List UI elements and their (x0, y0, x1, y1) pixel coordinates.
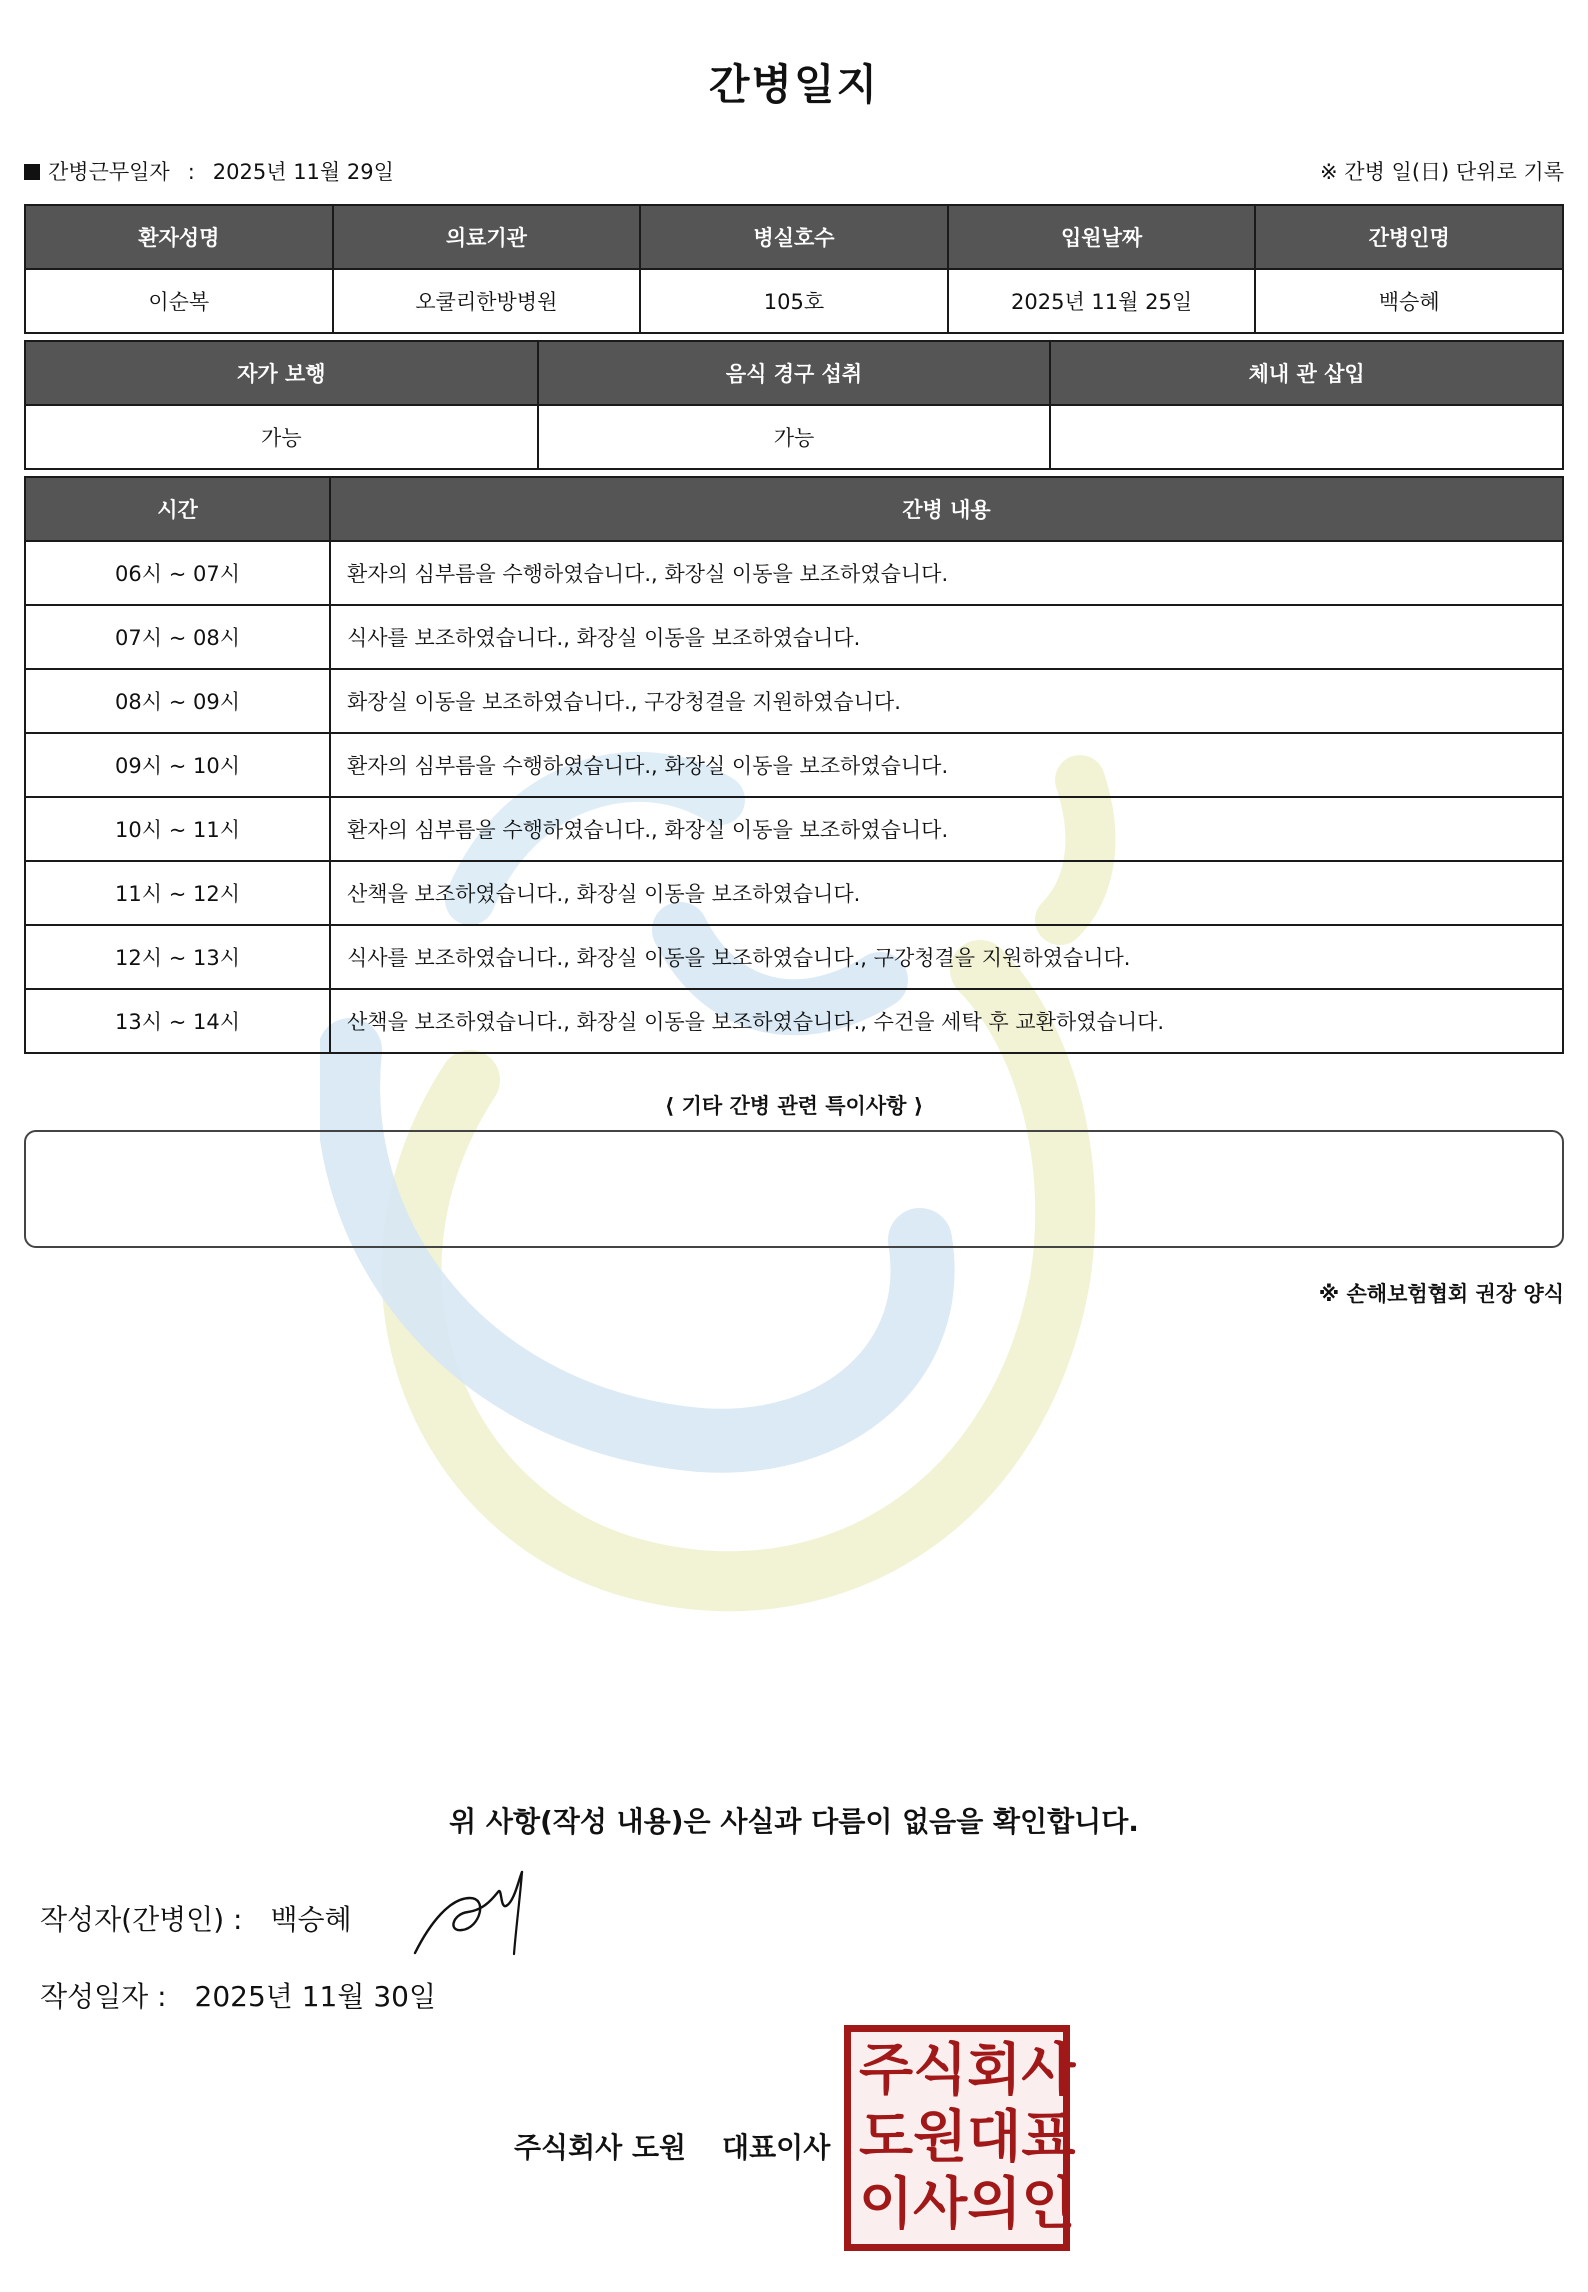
content-cell: 화장실 이동을 보조하였습니다., 구강청결을 지원하였습니다. (330, 669, 1563, 733)
content-cell: 식사를 보조하였습니다., 화장실 이동을 보조하였습니다., 구강청결을 지원하였습니다. (330, 925, 1563, 989)
status-table (24, 340, 1564, 470)
work-date-value: 2025년 11월 29일 (212, 160, 394, 184)
header-care-content: 간병 내용 (330, 477, 1563, 541)
company-line (514, 2126, 830, 2166)
confirmation-statement: 위 사항(작성 내용)은 사실과 다름이 없음을 확인합니다. (449, 1805, 1139, 1838)
seal-character: 주 (859, 2038, 914, 2104)
writer-label: 작성자(간병인) : (40, 1903, 243, 1936)
special-notes-box (24, 1130, 1564, 1248)
hospital-name: 오쿨리한방병원 (333, 269, 641, 333)
time-cell: 12시 ~ 13시 (25, 925, 330, 989)
writer-name: 백승혜 (270, 1903, 352, 1936)
writer-line (40, 1898, 352, 1938)
seal-character: 식 (913, 2038, 968, 2104)
write-date-label: 작성일자 : (40, 1980, 167, 2013)
special-notes-title: ⟨ 기타 간병 관련 특이사항 ⟩ (664, 1094, 924, 1118)
patient-name: 이순복 (25, 269, 333, 333)
header-tube-insertion: 체내 관 삽입 (1050, 341, 1563, 405)
square-bullet-icon (24, 164, 40, 180)
header-patient-name: 환자성명 (25, 205, 333, 269)
company-seal (844, 2025, 1076, 2251)
seal-character: 회 (967, 2038, 1022, 2104)
header-hospital: 의료기관 (333, 205, 641, 269)
seal-character: 도 (859, 2104, 914, 2170)
table-row (25, 733, 1563, 797)
admission-date: 2025년 11월 25일 (948, 269, 1256, 333)
seal-character: 이 (859, 2171, 914, 2237)
table-row (25, 669, 1563, 733)
time-cell: 13시 ~ 14시 (25, 989, 330, 1053)
table-row (25, 541, 1563, 605)
time-cell: 07시 ~ 08시 (25, 605, 330, 669)
seal-character: 인 (1021, 2171, 1076, 2237)
table-row (25, 605, 1563, 669)
representative-title: 대표이사 (722, 2131, 831, 2164)
seal-character: 대 (967, 2104, 1022, 2170)
time-cell: 06시 ~ 07시 (25, 541, 330, 605)
patient-info-table (24, 204, 1564, 334)
content-cell: 환자의 심부름을 수행하였습니다., 화장실 이동을 보조하였습니다. (330, 733, 1563, 797)
table-row (25, 989, 1563, 1053)
self-walking-value: 가능 (25, 405, 538, 469)
write-date-value: 2025년 11월 30일 (194, 1980, 436, 2013)
page-title: 간병일지 (708, 60, 880, 109)
time-cell: 11시 ~ 12시 (25, 861, 330, 925)
seal-character: 사 (913, 2171, 968, 2237)
content-cell: 식사를 보조하였습니다., 화장실 이동을 보조하였습니다. (330, 605, 1563, 669)
seal-character: 표 (1021, 2104, 1076, 2170)
work-date-separator: : (187, 160, 195, 184)
header-caregiver-name: 간병인명 (1255, 205, 1563, 269)
content-cell: 산책을 보조하였습니다., 화장실 이동을 보조하였습니다. (330, 861, 1563, 925)
room-number: 105호 (640, 269, 948, 333)
header-time: 시간 (25, 477, 330, 541)
content-cell: 환자의 심부름을 수행하였습니다., 화장실 이동을 보조하였습니다. (330, 541, 1563, 605)
header-room: 병실호수 (640, 205, 948, 269)
caregiver-name: 백승혜 (1255, 269, 1563, 333)
recommend-note: ※ 손해보험협회 권장 양식 (1318, 1282, 1564, 1306)
oral-intake-value: 가능 (538, 405, 1051, 469)
unit-note: ※ 간병 일(日) 단위로 기록 (1320, 160, 1564, 184)
write-date-line (40, 1975, 436, 2015)
seal-character: 원 (913, 2104, 968, 2170)
time-cell: 09시 ~ 10시 (25, 733, 330, 797)
seal-characters (859, 2038, 1076, 2238)
table-row (25, 797, 1563, 861)
table-row (25, 925, 1563, 989)
content-cell: 산책을 보조하였습니다., 화장실 이동을 보조하였습니다., 수건을 세탁 후 교환하였습니다. (330, 989, 1563, 1053)
work-date (24, 156, 394, 186)
seal-character: 사 (1021, 2038, 1076, 2104)
content-cell: 환자의 심부름을 수행하였습니다., 화장실 이동을 보조하였습니다. (330, 797, 1563, 861)
company-name: 주식회사 도원 (514, 2131, 687, 2164)
tube-insertion-value (1050, 405, 1563, 469)
header-oral-intake: 음식 경구 섭취 (538, 341, 1051, 405)
header-self-walking: 자가 보행 (25, 341, 538, 405)
care-log-table (24, 476, 1564, 1054)
table-row (25, 861, 1563, 925)
work-date-label: 간병근무일자 (48, 160, 170, 184)
time-cell: 08시 ~ 09시 (25, 669, 330, 733)
seal-character: 의 (967, 2171, 1022, 2237)
handwritten-signature (410, 1868, 540, 1958)
header-admission-date: 입원날짜 (948, 205, 1256, 269)
time-cell: 10시 ~ 11시 (25, 797, 330, 861)
